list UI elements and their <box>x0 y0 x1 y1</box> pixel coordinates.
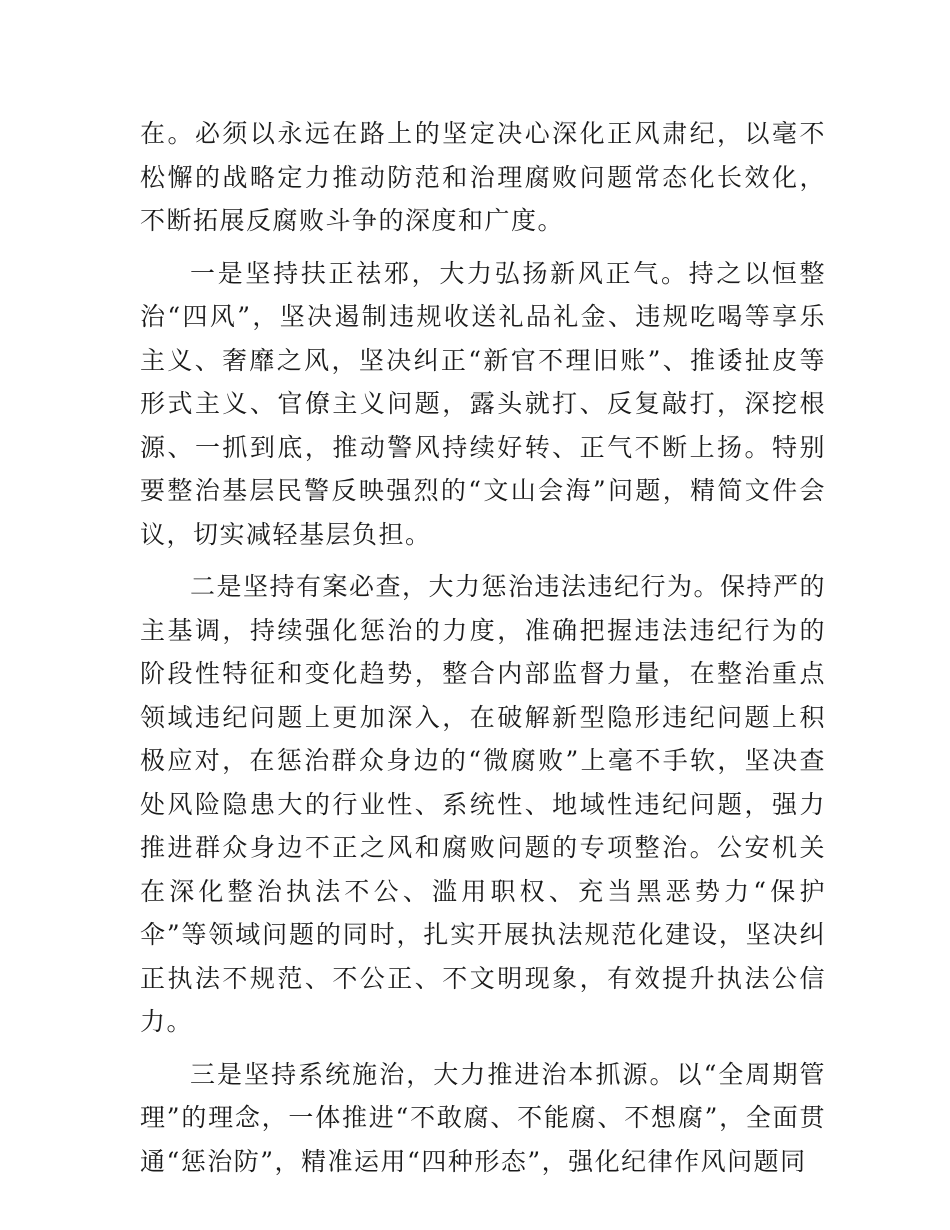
paragraph-point-two: 二是坚持有案必查，大力惩治违法违纪行为。保持严的主基调，持续强化惩治的力度，准确把握违法违纪行为的阶段性特征和变化趋势，整合内部监督力量，在整治重点领域违纪问题上更加深入，在破解新型隐形违纪问题上积极应对，在惩治群众身边的“微腐败”上毫不手软，坚决查处风险隐患大的行业性、系统性、地域性违纪问题，强力推进群众身边不正之风和腐败问题的专项整治。公安机关在深化整治执法不公、滥用职权、充当黑恶势力“保护伞”等领域问题的同时，扎实开展执法规范化建设，坚决纠正执法不规范、不公正、不文明现象，有效提升执法公信力。 <box>140 572 827 1036</box>
paragraph-point-three: 三是坚持系统施治，大力推进治本抓源。以“全周期管理”的理念，一体推进“不敢腐、不能腐、不想腐”，全面贯通“惩治防”，精准运用“四种形态”，强化纪律作风问题同 <box>140 1059 826 1176</box>
document-body <box>140 112 826 1192</box>
paragraph-point-one: 一是坚持扶正祛邪，大力弘扬新风正气。持之以恒整治“四风”，坚决遏制违规收送礼品礼金、违规吃喝等享乐主义、奢靡之风，坚决纠正“新官不理旧账”、推诿扯皮等形式主义、官僚主义问题，露头就打、反复敲打，深挖根源、一抓到底，推动警风持续好转、正气不断上扬。特别要整治基层民警反映强烈的“文山会海”问题，精简文件会议，切实减轻基层负担。 <box>140 258 826 549</box>
paragraph-continuation: 在。必须以永远在路上的坚定决心深化正风肃纪，以毫不松懈的战略定力推动防范和治理腐败问题常态化长效化，不断拓展反腐败斗争的深度和广度。 <box>140 119 826 235</box>
